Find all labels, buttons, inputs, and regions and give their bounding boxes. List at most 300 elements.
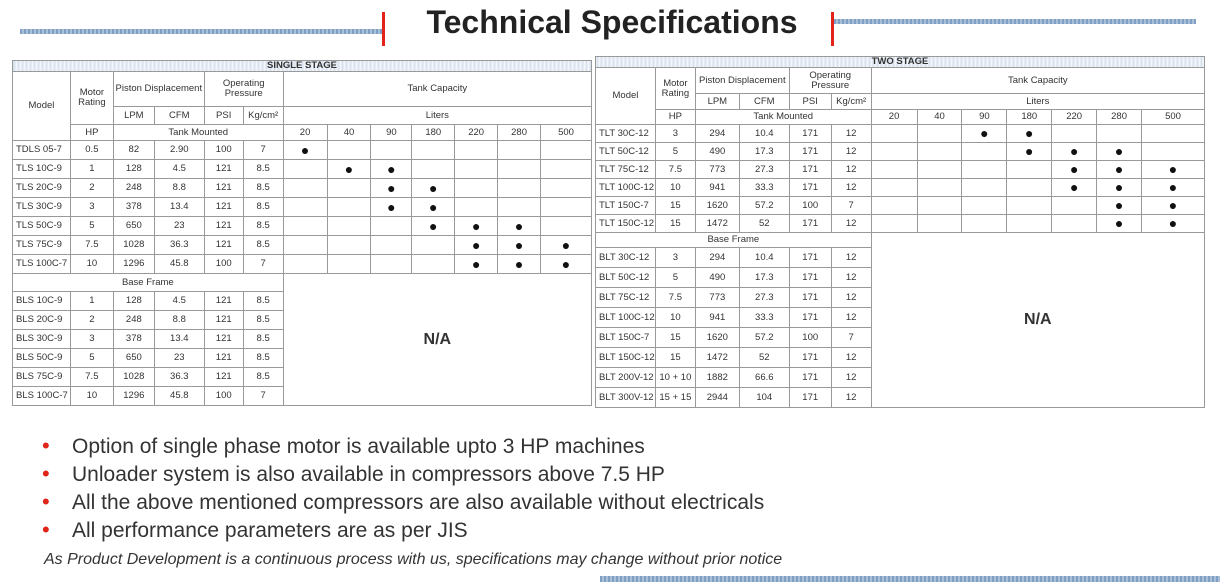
model-cell: TLT 50C-12 <box>596 143 656 161</box>
availability-dot-icon: ● <box>300 141 310 158</box>
tank-40-cell <box>917 215 962 233</box>
kg-cell: 8.5 <box>243 349 283 368</box>
hp-cell: 15 <box>655 197 695 215</box>
tank-220-cell <box>1052 179 1097 197</box>
psi-cell: 121 <box>204 236 243 255</box>
tank-90-cell <box>962 179 1007 197</box>
psi-cell: 100 <box>204 255 243 274</box>
tank-500-cell <box>541 179 592 198</box>
model-cell: BLS 50C-9 <box>13 349 71 368</box>
cfm-cell: 23 <box>154 349 204 368</box>
availability-dot-icon: ● <box>1114 215 1124 232</box>
tank-180-cell <box>412 141 455 160</box>
cfm-cell: 33.3 <box>739 308 789 328</box>
hp-cell: 5 <box>70 217 113 236</box>
cfm-cell: 10.4 <box>739 125 789 143</box>
psi-cell: 171 <box>789 143 831 161</box>
motor-label: Motor Rating <box>661 77 690 99</box>
tank-180-cell <box>1007 197 1052 215</box>
psi-cell: 171 <box>789 248 831 268</box>
kg-cell: 12 <box>831 348 871 368</box>
hp-cell: 2 <box>70 179 113 198</box>
col-hp-header: HP <box>70 125 113 141</box>
tank-180-cell <box>412 160 455 179</box>
kg-cell: 12 <box>831 248 871 268</box>
hp-cell: 15 <box>655 328 695 348</box>
model-cell: BLS 20C-9 <box>13 311 71 330</box>
tank-20-cell <box>283 160 327 179</box>
hp-cell: 10 <box>70 387 113 406</box>
cfm-cell: 4.5 <box>154 160 204 179</box>
bullet-icon: • <box>42 489 50 514</box>
tank-500-cell <box>541 141 592 160</box>
model-cell: BLT 30C-12 <box>596 248 656 268</box>
hp-cell: 7.5 <box>70 368 113 387</box>
note-item <box>42 488 764 516</box>
tank-500-cell <box>541 255 592 274</box>
psi-cell: 171 <box>789 348 831 368</box>
tank-220-cell <box>1052 161 1097 179</box>
tank-220-cell <box>1052 125 1097 143</box>
header-rule-left <box>20 29 382 34</box>
stage-title: SINGLE STAGE <box>13 61 592 72</box>
kg-cell: 12 <box>831 268 871 288</box>
availability-dot-icon: ● <box>514 255 524 272</box>
note-text: Option of single phase motor is available upto 3 HP machines <box>72 435 645 458</box>
kg-cell: 12 <box>831 288 871 308</box>
tank-180-cell <box>412 236 455 255</box>
tank-500-cell <box>1142 161 1205 179</box>
availability-dot-icon: ● <box>1168 197 1178 214</box>
cfm-cell: 27.3 <box>739 288 789 308</box>
cfm-cell: 104 <box>739 388 789 408</box>
tank-220-cell <box>455 179 498 198</box>
cfm-cell: 27.3 <box>739 161 789 179</box>
availability-dot-icon: ● <box>429 198 438 215</box>
disclaimer-text: As Product Development is a continuous process with us, specifications may change without prior notice <box>44 551 783 568</box>
tank-90-cell <box>371 141 412 160</box>
psi-cell: 171 <box>789 288 831 308</box>
base-section-label: Base Frame <box>13 274 284 292</box>
tank-500-cell <box>1142 179 1205 197</box>
tank-40-cell <box>917 197 962 215</box>
lpm-cell: 1028 <box>113 368 154 387</box>
kg-cell: 7 <box>243 255 283 274</box>
liters-90: 90 <box>962 110 1007 125</box>
tank-90-cell <box>371 198 412 217</box>
liters-500: 500 <box>1142 110 1205 125</box>
col-pressure-header: Operating Pressure <box>204 72 283 107</box>
model-cell: TLS 75C-9 <box>13 236 71 255</box>
psi-cell: 171 <box>789 215 831 233</box>
hp-cell: 15 <box>655 215 695 233</box>
model-cell: TLT 30C-12 <box>596 125 656 143</box>
page-title: Technical Specifications <box>426 4 798 40</box>
lpm-cell: 941 <box>695 179 739 197</box>
cfm-cell: 66.6 <box>739 368 789 388</box>
lpm-cell: 378 <box>113 330 154 349</box>
cfm-cell: 52 <box>739 215 789 233</box>
tank-20-cell <box>283 236 327 255</box>
psi-cell: 121 <box>204 217 243 236</box>
hp-cell: 7.5 <box>70 236 113 255</box>
col-kg-header: Kg/cm² <box>831 94 871 110</box>
tank-500-cell <box>1142 143 1205 161</box>
lpm-cell: 128 <box>113 292 154 311</box>
lpm-cell: 2944 <box>695 388 739 408</box>
bullet-icon: • <box>42 433 50 458</box>
liters-280: 280 <box>498 125 541 141</box>
tank-90-cell <box>962 161 1007 179</box>
cfm-cell: 57.2 <box>739 197 789 215</box>
hp-cell: 15 <box>655 348 695 368</box>
cfm-cell: 33.3 <box>739 179 789 197</box>
tank-40-cell <box>917 179 962 197</box>
na-label: N/A <box>871 233 1204 408</box>
tank-220-cell <box>455 255 498 274</box>
tank-180-cell <box>1007 179 1052 197</box>
availability-dot-icon: ● <box>561 255 571 272</box>
psi-cell: 171 <box>789 179 831 197</box>
note-text: All the above mentioned compressors are also available without electricals <box>72 491 765 514</box>
tank-20-cell <box>871 125 917 143</box>
kg-cell: 8.5 <box>243 330 283 349</box>
base-section-label: Base Frame <box>596 233 872 248</box>
tank-280-cell <box>498 160 541 179</box>
tank-180-cell <box>1007 161 1052 179</box>
kg-cell: 8.5 <box>243 217 283 236</box>
psi-cell: 171 <box>789 388 831 408</box>
tank-90-cell <box>962 125 1007 143</box>
tank-500-cell <box>541 217 592 236</box>
availability-dot-icon: ● <box>471 236 481 253</box>
tank-280-cell <box>1097 215 1142 233</box>
lpm-cell: 1882 <box>695 368 739 388</box>
tank-40-cell <box>327 179 371 198</box>
tank-500-cell <box>1142 125 1205 143</box>
note-item <box>42 460 764 488</box>
model-cell: BLS 10C-9 <box>13 292 71 311</box>
kg-cell: 12 <box>831 388 871 408</box>
availability-dot-icon: ● <box>1168 161 1178 178</box>
hp-cell: 10 <box>655 179 695 197</box>
availability-dot-icon: ● <box>1025 125 1034 142</box>
model-cell: BLT 300V-12 <box>596 388 656 408</box>
title-accent-left <box>382 12 385 46</box>
tank-40-cell <box>917 143 962 161</box>
kg-cell: 8.5 <box>243 292 283 311</box>
col-liters-header: Liters <box>283 107 591 125</box>
model-cell: TLT 75C-12 <box>596 161 656 179</box>
kg-cell: 12 <box>831 161 871 179</box>
cfm-cell: 10.4 <box>739 248 789 268</box>
liters-220: 220 <box>455 125 498 141</box>
availability-dot-icon: ● <box>429 179 438 196</box>
tank-180-cell <box>412 217 455 236</box>
hp-cell: 5 <box>70 349 113 368</box>
col-lpm-header: LPM <box>113 107 154 125</box>
tank-180-cell <box>412 198 455 217</box>
tank-280-cell <box>498 141 541 160</box>
availability-dot-icon: ● <box>561 236 571 253</box>
model-cell: BLS 30C-9 <box>13 330 71 349</box>
tank-180-cell <box>412 255 455 274</box>
lpm-cell: 1620 <box>695 328 739 348</box>
lpm-cell: 1472 <box>695 215 739 233</box>
kg-cell: 7 <box>243 387 283 406</box>
psi-cell: 121 <box>204 179 243 198</box>
psi-cell: 171 <box>789 268 831 288</box>
availability-dot-icon: ● <box>387 160 396 177</box>
lpm-cell: 248 <box>113 311 154 330</box>
hp-cell: 5 <box>655 143 695 161</box>
psi-cell: 100 <box>204 141 243 160</box>
notes-list <box>42 432 764 544</box>
hp-cell: 15 + 15 <box>655 388 695 408</box>
stage-title: TWO STAGE <box>596 57 1205 68</box>
lpm-cell: 294 <box>695 248 739 268</box>
liters-280: 280 <box>1097 110 1142 125</box>
kg-cell: 12 <box>831 308 871 328</box>
psi-cell: 171 <box>789 125 831 143</box>
model-cell: BLT 150C-12 <box>596 348 656 368</box>
col-cfm-header: CFM <box>154 107 204 125</box>
tank-180-cell <box>412 179 455 198</box>
lpm-cell: 128 <box>113 160 154 179</box>
col-psi-header: PSI <box>789 94 831 110</box>
availability-dot-icon: ● <box>429 217 438 234</box>
tank-500-cell <box>541 236 592 255</box>
tank-40-cell <box>327 255 371 274</box>
kg-cell: 12 <box>831 143 871 161</box>
header-rule-right <box>834 19 1196 24</box>
tank-220-cell <box>1052 215 1097 233</box>
model-cell: TLT 150C-7 <box>596 197 656 215</box>
tank-section-label: Tank Mounted <box>113 125 283 141</box>
kg-cell: 8.5 <box>243 368 283 387</box>
model-cell: TLS 50C-9 <box>13 217 71 236</box>
tank-90-cell <box>962 215 1007 233</box>
na-label: N/A <box>283 274 591 406</box>
tank-40-cell <box>327 141 371 160</box>
cfm-cell: 52 <box>739 348 789 368</box>
liters-180: 180 <box>1007 110 1052 125</box>
model-cell: TDLS 05-7 <box>13 141 71 160</box>
kg-cell: 7 <box>831 328 871 348</box>
hp-cell: 3 <box>655 125 695 143</box>
cfm-cell: 8.8 <box>154 311 204 330</box>
model-cell: BLT 100C-12 <box>596 308 656 328</box>
availability-dot-icon: ● <box>1114 143 1124 160</box>
cfm-cell: 36.3 <box>154 368 204 387</box>
tank-500-cell <box>1142 197 1205 215</box>
availability-dot-icon: ● <box>1069 179 1079 196</box>
col-lpm-header: LPM <box>695 94 739 110</box>
lpm-cell: 1296 <box>113 255 154 274</box>
two-stage-table <box>595 56 1205 408</box>
tank-280-cell <box>1097 125 1142 143</box>
tank-180-cell <box>1007 215 1052 233</box>
cfm-cell: 17.3 <box>739 143 789 161</box>
tank-500-cell <box>1142 215 1205 233</box>
col-psi-header: PSI <box>204 107 243 125</box>
hp-cell: 7.5 <box>655 288 695 308</box>
tank-220-cell <box>455 236 498 255</box>
tank-40-cell <box>327 198 371 217</box>
tank-220-cell <box>455 198 498 217</box>
availability-dot-icon: ● <box>1114 179 1124 196</box>
hp-cell: 7.5 <box>655 161 695 179</box>
hp-cell: 1 <box>70 292 113 311</box>
tank-20-cell <box>871 143 917 161</box>
tank-20-cell <box>283 179 327 198</box>
col-tank-header: Tank Capacity <box>283 72 591 107</box>
tank-90-cell <box>371 236 412 255</box>
footer-rule <box>600 576 1220 582</box>
tank-40-cell <box>327 217 371 236</box>
model-cell: BLT 150C-7 <box>596 328 656 348</box>
kg-cell: 12 <box>831 179 871 197</box>
col-tank-header: Tank Capacity <box>871 68 1204 94</box>
cfm-cell: 8.8 <box>154 179 204 198</box>
cfm-cell: 4.5 <box>154 292 204 311</box>
tank-20-cell <box>871 215 917 233</box>
cfm-cell: 45.8 <box>154 255 204 274</box>
tank-90-cell <box>371 179 412 198</box>
availability-dot-icon: ● <box>1168 179 1178 196</box>
tank-40-cell <box>917 161 962 179</box>
psi-cell: 121 <box>204 368 243 387</box>
tank-90-cell <box>371 255 412 274</box>
hp-cell: 10 + 10 <box>655 368 695 388</box>
cfm-cell: 36.3 <box>154 236 204 255</box>
availability-dot-icon: ● <box>1069 161 1079 178</box>
note-text: Unloader system is also available in compressors above 7.5 HP <box>72 463 665 486</box>
tank-280-cell <box>1097 143 1142 161</box>
tank-220-cell <box>455 217 498 236</box>
liters-180: 180 <box>412 125 455 141</box>
tank-90-cell <box>962 143 1007 161</box>
kg-cell: 8.5 <box>243 179 283 198</box>
col-piston-header: Piston Displacement <box>695 68 789 94</box>
kg-cell: 8.5 <box>243 198 283 217</box>
availability-dot-icon: ● <box>1114 161 1124 178</box>
lpm-cell: 1028 <box>113 236 154 255</box>
kg-cell: 12 <box>831 125 871 143</box>
liters-90: 90 <box>371 125 412 141</box>
tank-220-cell <box>1052 143 1097 161</box>
psi-cell: 100 <box>204 387 243 406</box>
tank-section-label: Tank Mounted <box>695 110 871 125</box>
liters-20: 20 <box>871 110 917 125</box>
psi-cell: 121 <box>204 330 243 349</box>
cfm-cell: 13.4 <box>154 330 204 349</box>
model-cell: TLT 100C-12 <box>596 179 656 197</box>
col-motor-header <box>655 68 695 110</box>
col-hp-header: HP <box>655 110 695 125</box>
kg-cell: 8.5 <box>243 160 283 179</box>
psi-cell: 121 <box>204 198 243 217</box>
availability-dot-icon: ● <box>471 255 481 272</box>
psi-cell: 121 <box>204 160 243 179</box>
model-cell: BLS 100C-7 <box>13 387 71 406</box>
tank-20-cell <box>283 141 327 160</box>
lpm-cell: 490 <box>695 268 739 288</box>
tank-180-cell <box>1007 143 1052 161</box>
availability-dot-icon: ● <box>1025 143 1034 160</box>
kg-cell: 12 <box>831 368 871 388</box>
model-cell: TLT 150C-12 <box>596 215 656 233</box>
availability-dot-icon: ● <box>1069 143 1079 160</box>
lpm-cell: 82 <box>113 141 154 160</box>
lpm-cell: 1620 <box>695 197 739 215</box>
psi-cell: 100 <box>789 328 831 348</box>
motor-label: Motor Rating <box>78 87 106 109</box>
tank-40-cell <box>327 236 371 255</box>
tank-20-cell <box>871 197 917 215</box>
tank-180-cell <box>1007 125 1052 143</box>
psi-cell: 171 <box>789 161 831 179</box>
hp-cell: 2 <box>70 311 113 330</box>
tank-280-cell <box>498 236 541 255</box>
tank-280-cell <box>498 255 541 274</box>
availability-dot-icon: ● <box>387 198 396 215</box>
tank-280-cell <box>1097 179 1142 197</box>
bullet-icon: • <box>42 461 50 486</box>
availability-dot-icon: ● <box>514 236 524 253</box>
col-motor-header <box>70 72 113 125</box>
kg-cell: 7 <box>243 141 283 160</box>
tank-280-cell <box>1097 161 1142 179</box>
liters-40: 40 <box>327 125 371 141</box>
availability-dot-icon: ● <box>1114 197 1124 214</box>
model-cell: TLS 10C-9 <box>13 160 71 179</box>
model-cell: TLS 20C-9 <box>13 179 71 198</box>
cfm-cell: 23 <box>154 217 204 236</box>
hp-cell: 3 <box>655 248 695 268</box>
col-model-header: Model <box>13 72 71 141</box>
cfm-cell: 13.4 <box>154 198 204 217</box>
model-cell: BLT 50C-12 <box>596 268 656 288</box>
note-item <box>42 432 764 460</box>
kg-cell: 7 <box>831 197 871 215</box>
psi-cell: 121 <box>204 292 243 311</box>
tank-280-cell <box>1097 197 1142 215</box>
availability-dot-icon: ● <box>1168 215 1178 232</box>
tank-40-cell <box>917 125 962 143</box>
liters-500: 500 <box>541 125 592 141</box>
cfm-cell: 2.90 <box>154 141 204 160</box>
lpm-cell: 650 <box>113 217 154 236</box>
model-cell: TLS 30C-9 <box>13 198 71 217</box>
tank-220-cell <box>1052 197 1097 215</box>
liters-40: 40 <box>917 110 962 125</box>
availability-dot-icon: ● <box>387 179 396 196</box>
tank-280-cell <box>498 198 541 217</box>
cfm-cell: 45.8 <box>154 387 204 406</box>
note-text: All performance parameters are as per JIS <box>72 519 468 542</box>
tank-280-cell <box>498 217 541 236</box>
kg-cell: 8.5 <box>243 311 283 330</box>
tank-220-cell <box>455 160 498 179</box>
tank-20-cell <box>871 179 917 197</box>
tank-20-cell <box>283 255 327 274</box>
psi-cell: 171 <box>789 368 831 388</box>
liters-20: 20 <box>283 125 327 141</box>
cfm-cell: 57.2 <box>739 328 789 348</box>
lpm-cell: 650 <box>113 349 154 368</box>
col-liters-header: Liters <box>871 94 1204 110</box>
